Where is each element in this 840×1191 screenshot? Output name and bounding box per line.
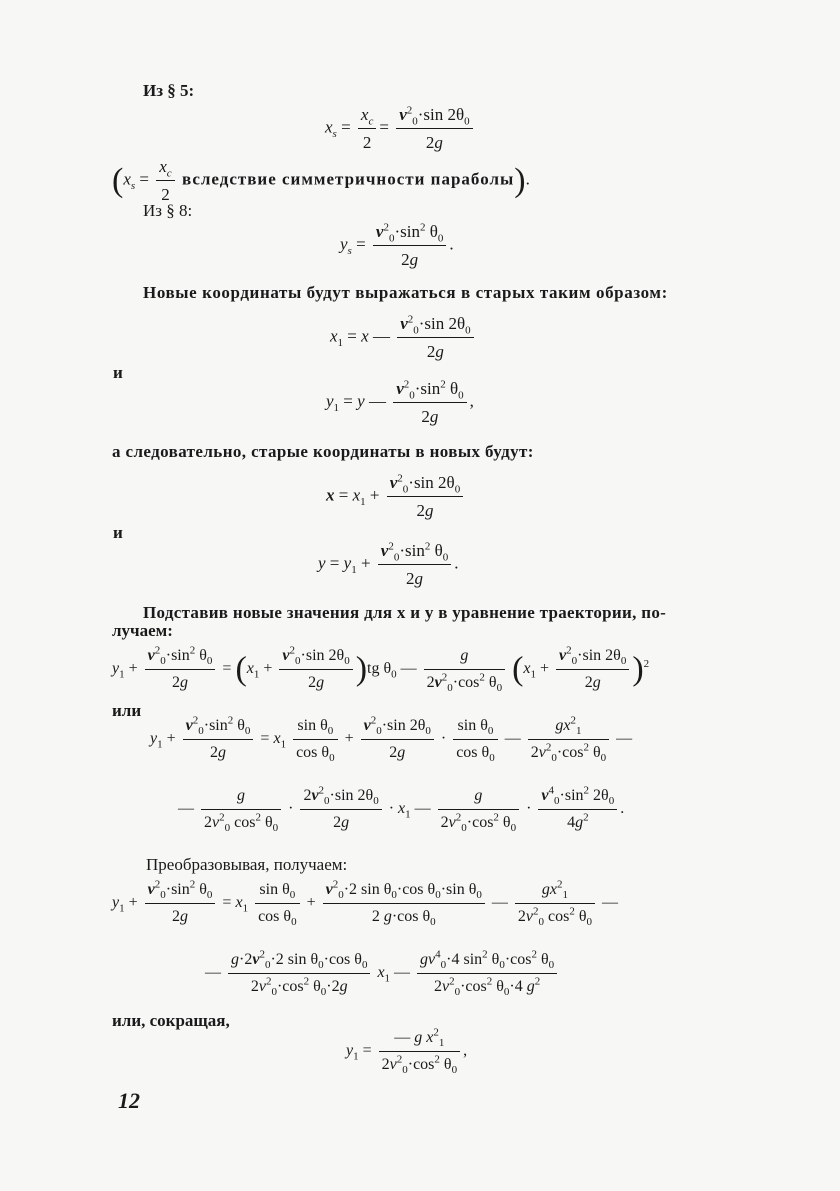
equation-y: $y = y_1$ + $\frac{v^2_0\cdot\sin^2 \theta_0}{2g}$ . <box>318 540 459 589</box>
symmetry-note: ($x_s$ = $\frac{x_c}{2}$ вследствие симметричности параболы). <box>112 157 530 205</box>
or-reducing-sentence: или, сокращая, <box>112 1011 230 1030</box>
section-ref-8: Из § 8: <box>143 201 193 220</box>
page-number: 12 <box>118 1088 140 1113</box>
final-equation: $y_1$ = $\frac{— g x^2_1}{2v^2_0\cdot\cos^2 \theta_0}$ , <box>346 1026 468 1077</box>
equation-y1: $y_1 = y$ — $\frac{v^2_0\cdot\sin^2 \theta_0}{2g}$ , <box>326 378 474 427</box>
expanded-equation-line-1: $y_1$ + $\frac{v^2_0\cdot\sin^2 \theta_0}{2g}$ = $x_1$ $\frac{\sin \theta_0}{\cos \theta_0}$ + $\frac{v^2_0\cdot\sin 2\theta_0}{2g}$ · $\frac{\sin \theta_0}{\cos \theta_0}$ — $\frac{gx^2_1}{2v^2_0\cdot\cos^2 \theta_0}$ — <box>150 714 633 765</box>
expanded-equation-line-2: — $\frac{g}{2v^2_0 \cos^2 \theta_0}$ · $\frac{2v^2_0\cdot\sin 2\theta_0}{2g}$ · $x_1$ — $\frac{g}{2v^2_0\cdot\cos^2 \theta_0}$ · $\frac{v^4_0\cdot\sin^2 2\theta_0}{4g^2}$ . <box>178 784 625 835</box>
new-coords-sentence: Новые координаты будут выражаться в старых таким образом: <box>143 283 668 302</box>
section-ref-5: Из § 5: <box>143 81 195 100</box>
equation-x1: $x_1 = x$ — $\frac{v^2_0\cdot\sin 2\theta_0}{2g}$ <box>330 313 477 363</box>
old-in-new-sentence: а следовательно, старые координаты в новых будут: <box>112 442 534 461</box>
conjunction-and-1: и <box>113 363 123 382</box>
transformed-equation-line-2: — $\frac{g\cdot 2v^2_0\cdot 2 \sin \theta_0\cdot\cos \theta_0}{2v^2_0\cdot\cos^2 \theta_0\cdot 2g}$ $x_1$ — $\frac{gv^4_0\cdot 4 \sin^2 \theta_0\cdot\cos^2 \theta_0}{2v^2_0\cdot\cos^2 \theta_0\cdot 4 g^2}$ <box>205 950 560 997</box>
trajectory-substitution: $y_1$ + $\frac{v^2_0\cdot\sin^2 \theta_0}{2g}$ = ($x_1$ + $\frac{v^2_0\cdot\sin 2\theta_0}{2g}$ )tg $\theta_0$ — $\frac{g}{2v^2_0\cdot\cos^2 \theta_0}$ ($x_1$ + $\frac{v^2_0\cdot\sin 2\theta_0}{2g}$ )$^2$ <box>112 644 650 695</box>
symmetry-text: вследствие симметричности параболы <box>181 169 515 189</box>
equation-ys: $y_s$ = $\frac{v^2_0\cdot\sin^2 \theta_0}{2g}$ . <box>340 221 454 270</box>
transformed-equation-line-1: $y_1$ + $\frac{v^2_0\cdot\sin^2 \theta_0}{2g}$ = $x_1$ $\frac{\sin \theta_0}{\cos \theta_0}$ + $\frac{v^2_0\cdot 2 \sin \theta_0\cdot\cos \theta_0\cdot\sin \theta_0}{2 g\cdot\cos \theta_0}$ — $\frac{gx^2_1}{2v^2_0 \cos^2 \theta_0}$ — <box>112 878 618 929</box>
equation-xs: $x_s$ = $\frac{x_c}{2}$ = $\frac{v^2_0\cdot\sin 2\theta_0}{2g}$ <box>325 104 476 154</box>
substituting-line-2: лучаем: <box>112 621 173 640</box>
transforming-sentence: Преобразовывая, получаем: <box>146 855 348 874</box>
conjunction-and-2: и <box>113 523 123 542</box>
equation-x: $x = x_1$ + $\frac{v^2_0\cdot\sin 2\theta_0}{2g}$ <box>326 472 466 522</box>
substituting-line-1: Подставив новые значения для x и y в уравнение траектории, по- <box>143 603 667 622</box>
conjunction-or-1: или <box>112 701 142 720</box>
